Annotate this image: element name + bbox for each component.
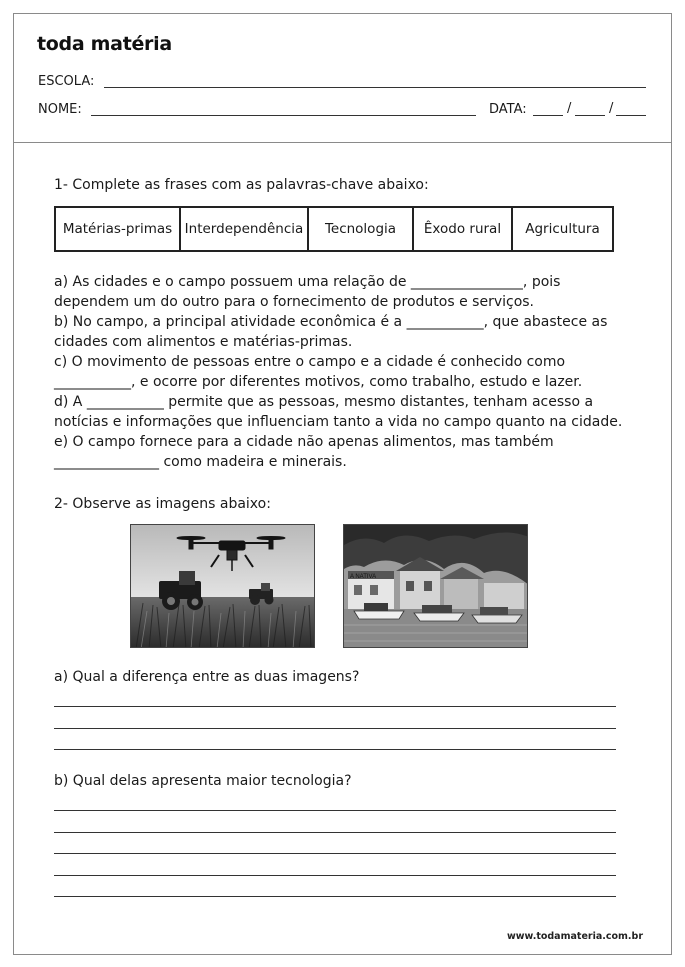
school-field[interactable] (104, 87, 646, 88)
answer-line[interactable] (54, 706, 616, 707)
question-2a-title: a) Qual a diferença entre as duas imagens? (54, 669, 360, 685)
keyword-cell: Êxodo rural (414, 208, 513, 250)
date-separator: / (567, 101, 572, 116)
footer-url: www.todamateria.com.br (506, 931, 643, 942)
answer-line[interactable] (54, 832, 616, 833)
name-label: NOME: (38, 102, 82, 117)
sentence-line: c) O movimento de pessoas entre o campo e a cidade é conhecido como (54, 354, 566, 370)
date-month-field[interactable] (575, 115, 605, 116)
sentence-line: ___________, e ocorre por diferentes motivos, como trabalho, estudo e lazer. (54, 374, 583, 390)
answer-line[interactable] (54, 749, 616, 750)
name-field[interactable] (91, 115, 476, 116)
question-2-title: 2- Observe as imagens abaixo: (54, 496, 271, 512)
keyword-cell: Interdependência (181, 208, 309, 250)
sentence-line: dependem um do outro para o fornecimento de produtos e serviços. (54, 294, 535, 310)
farm-drone-photo (130, 524, 315, 648)
answer-line[interactable] (54, 728, 616, 729)
date-day-field[interactable] (533, 115, 563, 116)
shop-sign-text: A NATIVA (350, 574, 377, 580)
keyword-cell: Tecnologia (309, 208, 414, 250)
answer-line[interactable] (54, 853, 616, 854)
answer-line[interactable] (54, 896, 616, 897)
sentence-line: _______________ como madeira e minerais. (54, 454, 347, 470)
answer-line[interactable] (54, 875, 616, 876)
question-1-title: 1- Complete as frases com as palavras-chave abaixo: (54, 177, 429, 193)
school-label: ESCOLA: (38, 74, 95, 89)
keyword-cell: Agricultura (525, 221, 600, 237)
date-label: DATA: (489, 102, 527, 117)
answer-line[interactable] (54, 810, 616, 811)
date-year-field[interactable] (616, 115, 646, 116)
sentence-line: a) As cidades e o campo possuem uma relação de ________________, pois (54, 274, 561, 290)
header-divider (13, 142, 672, 143)
page-frame (13, 13, 672, 955)
brand-logo: toda matéria (37, 33, 172, 55)
keywords-table (54, 206, 614, 252)
sentence-line: e) O campo fornece para a cidade não apenas alimentos, mas também (54, 434, 554, 450)
date-separator: / (609, 101, 614, 116)
question-2b-title: b) Qual delas apresenta maior tecnologia? (54, 773, 352, 789)
keyword-cell: Matérias-primas (56, 208, 181, 250)
question-1-sentences (54, 272, 623, 472)
sentence-line: cidades com alimentos e matérias-primas. (54, 334, 353, 350)
sentence-line: b) No campo, a principal atividade econômica é a ___________, que abastece as (54, 314, 608, 330)
sentence-line: notícias e informações que influenciam tanto a vida no campo quanto na cidade. (54, 414, 623, 430)
sentence-line: d) A ___________ permite que as pessoas, mesmo distantes, tenham acesso a (54, 394, 594, 410)
coastal-village-photo (343, 524, 528, 648)
